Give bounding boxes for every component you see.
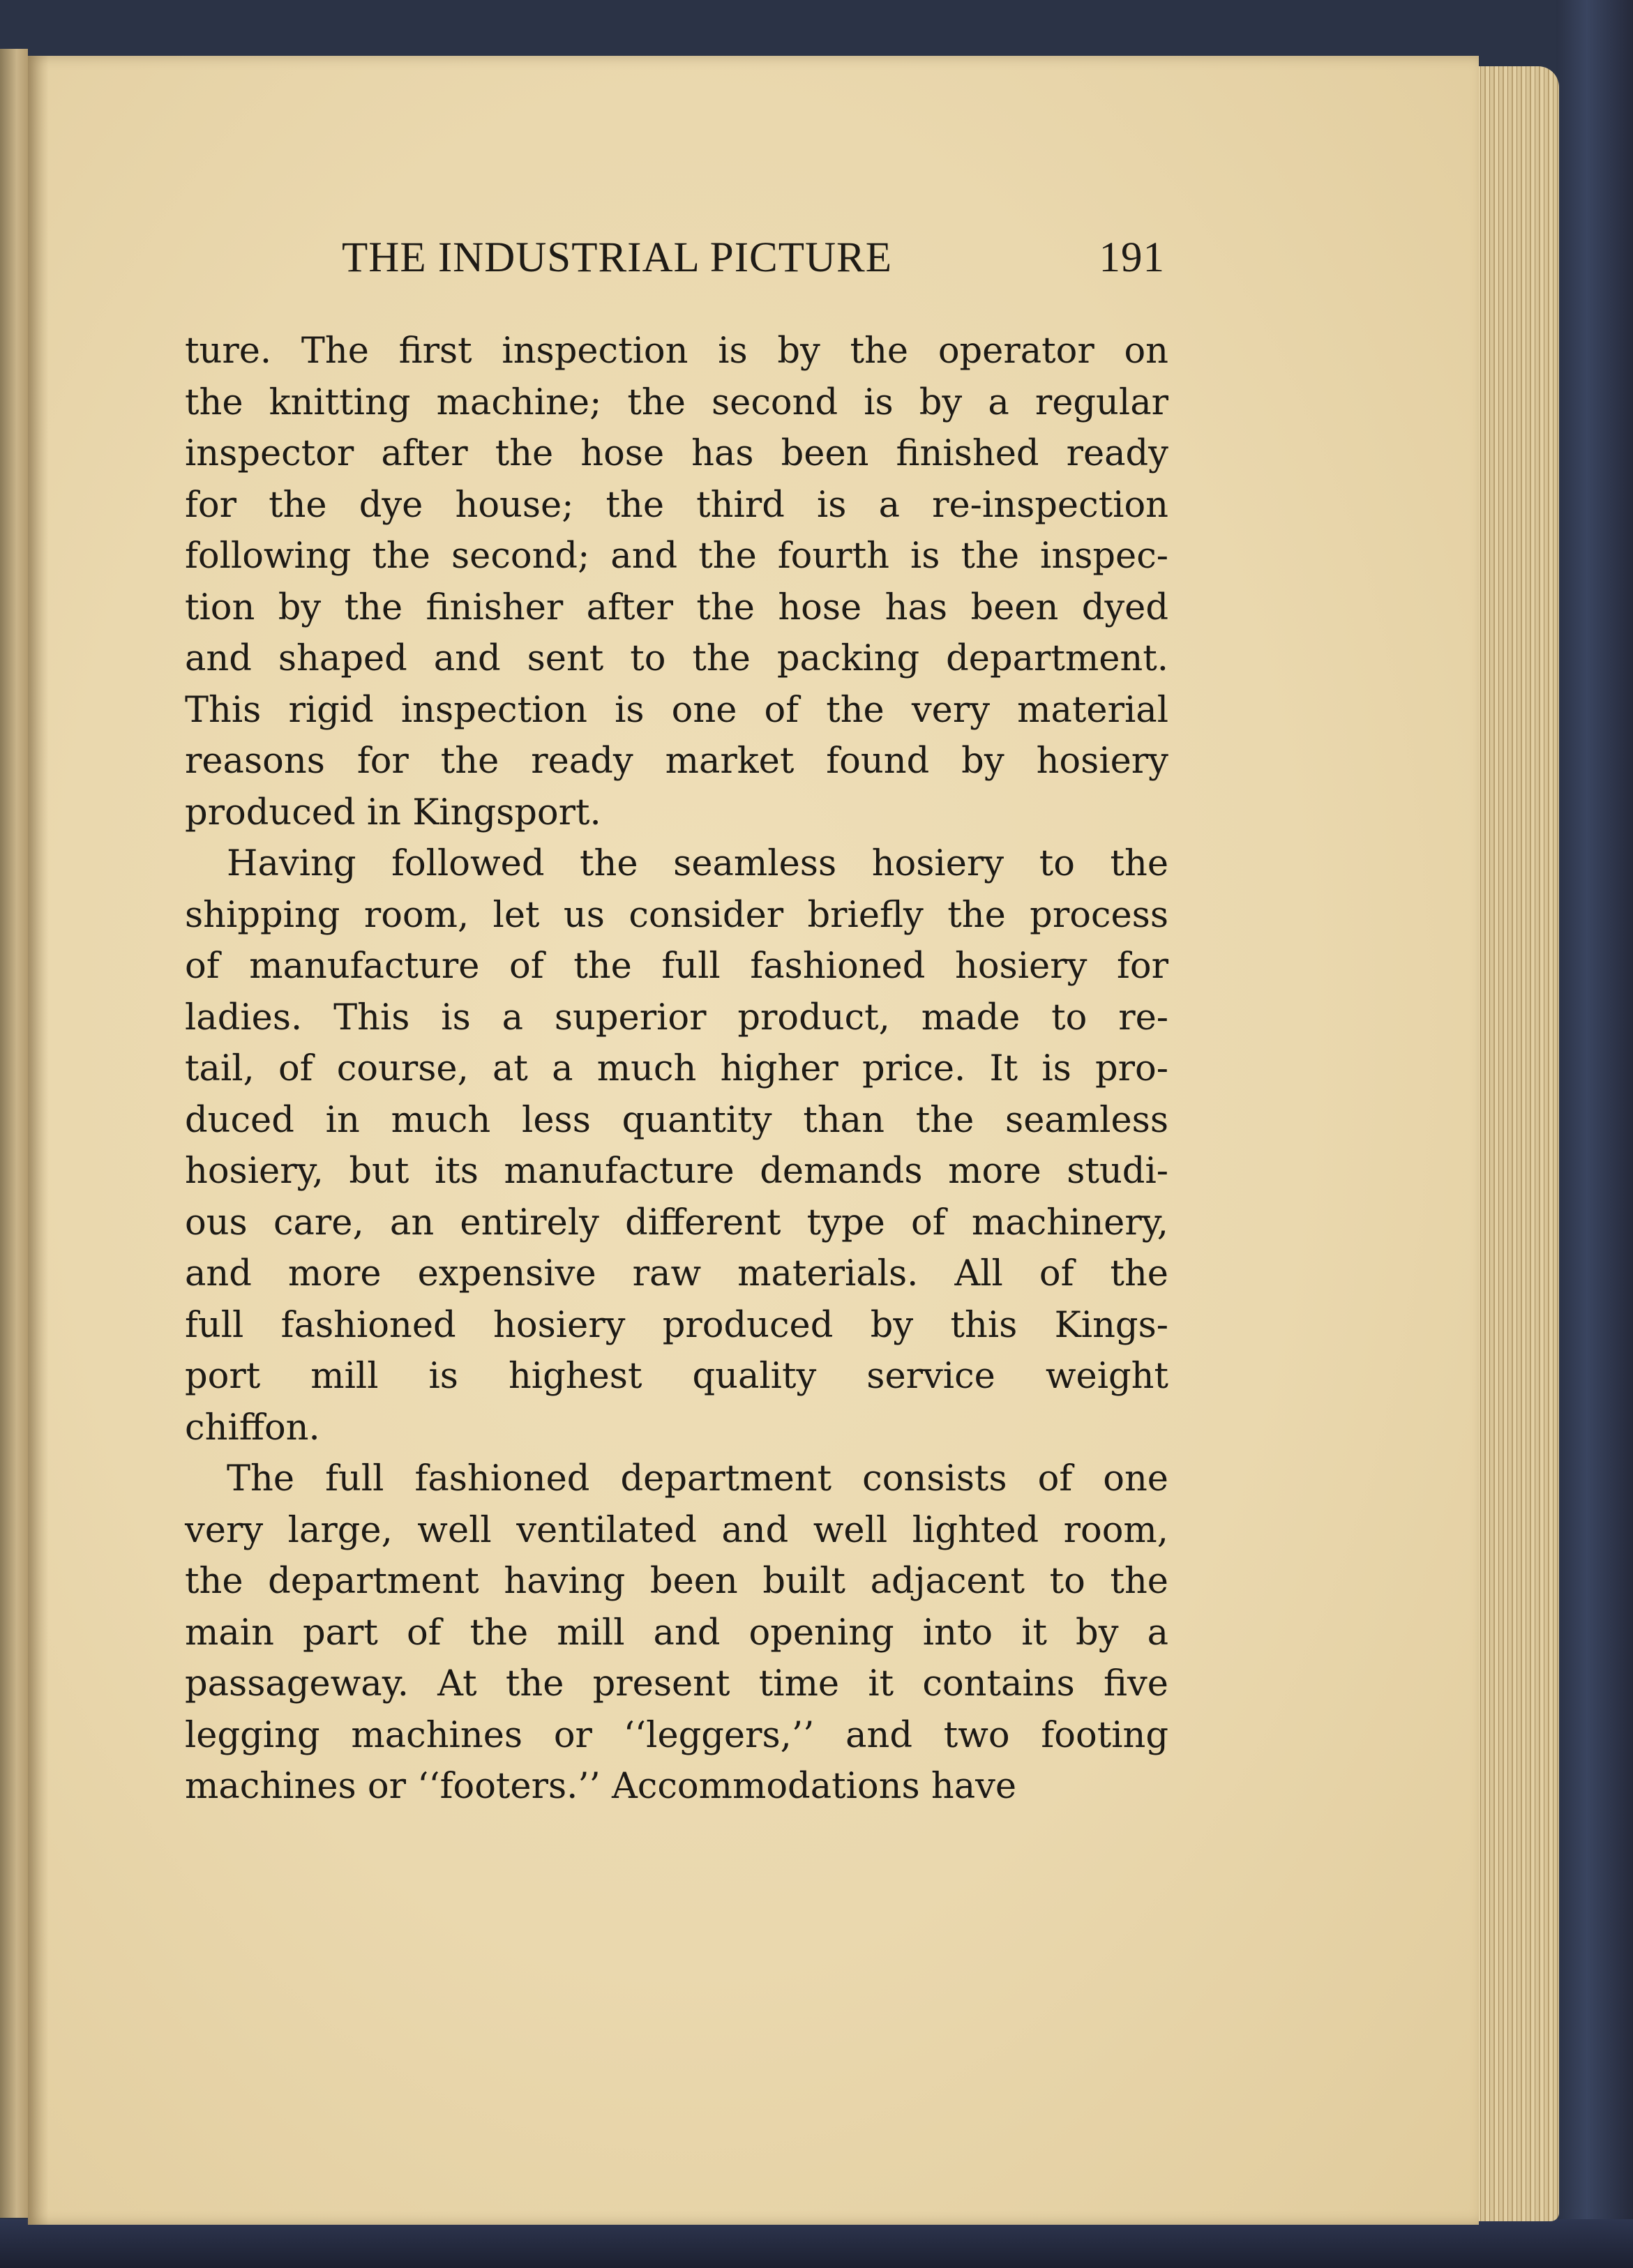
text-line: duced in much less quantity than the seamless <box>185 1099 1168 1141</box>
text-line: produced in Kingsport. <box>185 792 601 833</box>
text-line: and more expensive raw materials. All of the <box>185 1253 1168 1294</box>
text-line: reasons for the ready market found by hosiery <box>185 741 1168 782</box>
paragraph <box>185 326 1168 838</box>
text-line: full fashioned hosiery produced by this Kings- <box>185 1304 1168 1346</box>
running-head-title: THE INDUSTRIAL PICTURE <box>342 234 892 281</box>
text-line: tion by the finisher after the hose has been dyed <box>185 587 1168 628</box>
text-line: legging machines or ‘‘leggers,’’ and two footing <box>185 1714 1168 1756</box>
text-line: very large, well ventilated and well lighted room, <box>185 1509 1168 1551</box>
text-line: following the second; and the fourth is the inspec- <box>185 536 1168 577</box>
text-line: main part of the mill and opening into it by a <box>185 1612 1168 1654</box>
text-line: for the dye house; the third is a re-inspection <box>185 484 1168 526</box>
page-gutter-shadow <box>28 56 49 2225</box>
text-line: Having followed the seamless hosiery to the <box>227 843 1168 884</box>
facing-page-edge <box>0 49 28 2218</box>
page-fore-edge <box>1472 66 1559 2221</box>
text-line: This rigid inspection is one of the very material <box>185 689 1168 731</box>
text-line: inspector after the hose has been finished ready <box>185 433 1168 474</box>
text-line: ture. The first inspection is by the operator on <box>185 331 1168 372</box>
book-spine-edge <box>1556 0 1633 2268</box>
page-number: 191 <box>1099 234 1165 281</box>
text-line: of manufacture of the full fashioned hosiery for <box>185 946 1168 987</box>
text-line: port mill is highest quality service weight <box>185 1356 1168 1397</box>
paragraph <box>185 838 1168 1453</box>
text-line: The full fashioned department consists of one <box>227 1458 1168 1499</box>
text-line: the knitting machine; the second is by a regular <box>185 381 1168 423</box>
text-line: chiffon. <box>185 1407 320 1449</box>
text-line: shipping room, let us consider briefly the process <box>185 894 1168 936</box>
body-text <box>185 326 1168 1813</box>
book-cover-bottom <box>0 2219 1633 2268</box>
text-line: tail, of course, at a much higher price. It is pro- <box>185 1048 1168 1089</box>
text-line: hosiery, but its manufacture demands more studi- <box>185 1151 1168 1192</box>
paragraph <box>185 1453 1168 1813</box>
text-line: the department having been built adjacent to the <box>185 1561 1168 1602</box>
running-head <box>342 234 1165 289</box>
text-line: ous care, an entirely different type of machinery, <box>185 1202 1168 1243</box>
text-line: and shaped and sent to the packing department. <box>185 638 1168 679</box>
text-line: ladies. This is a superior product, made to re- <box>185 997 1168 1038</box>
text-line: passageway. At the present time it contains five <box>185 1663 1168 1704</box>
text-line: machines or ‘‘footers.’’ Accommodations have <box>185 1766 1017 1807</box>
